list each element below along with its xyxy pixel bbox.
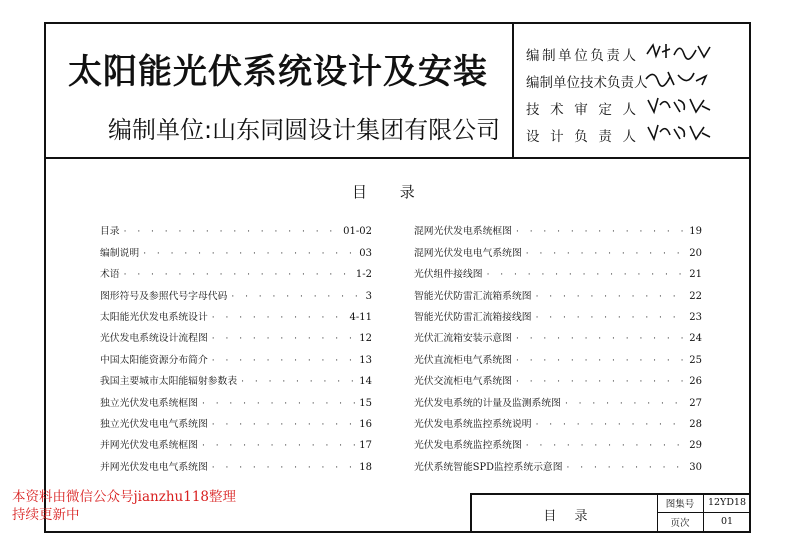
toc-leader-dots — [526, 441, 686, 451]
toc-entry-title: 混网光伏发电电气系统图 — [414, 247, 522, 259]
toc-entry-page: 19 — [689, 226, 702, 238]
toc-entry-title: 光伏汇流箱安装示意图 — [414, 333, 512, 345]
header-vertical-divider — [512, 22, 514, 158]
org-name: 山东同圆设计集团有限公司 — [212, 116, 501, 144]
toc-entry-title: 并网光伏发电电气系统图 — [100, 461, 208, 473]
document-title: 太阳能光伏系统设计及安装 — [68, 52, 488, 92]
toc-entry — [414, 259, 702, 280]
toc-leader-dots — [212, 356, 356, 366]
toc-leader-dots — [487, 270, 686, 280]
watermark-line: 本资料由微信公众号jianzhu118整理 — [12, 489, 237, 505]
toc-entry-page: 1-2 — [355, 269, 372, 281]
toc-entry — [414, 302, 702, 323]
toc-entry — [100, 216, 372, 237]
approval-label: 技术审定人 — [526, 102, 636, 118]
atlas-no: 12YD18 — [707, 497, 747, 508]
toc-leader-dots — [212, 313, 346, 323]
toc-leader-dots — [565, 399, 685, 409]
toc-entry-page: 03 — [359, 247, 372, 259]
toc-entry-title: 目录 — [100, 226, 120, 238]
toc-entry-page: 16 — [359, 418, 372, 430]
signature-image — [644, 67, 716, 89]
toc-leader-dots — [212, 334, 356, 344]
toc-entry-title: 术语 — [100, 269, 120, 281]
toc-entry — [414, 323, 702, 344]
toc-entry-title: 光伏发电系统监控系统图 — [414, 440, 522, 452]
toc-entry-title: 太阳能光伏发电系统设计 — [100, 311, 208, 323]
toc-entry-page: 28 — [689, 418, 702, 430]
toc-entry — [100, 237, 372, 258]
toc-entry-page: 3 — [365, 290, 372, 302]
toc-leader-dots — [516, 334, 685, 344]
toc-entry-page: 30 — [689, 461, 702, 473]
toc-entry-page: 20 — [689, 247, 702, 259]
approval-label: 编制单位负责人 — [526, 48, 636, 64]
toc-entry-page: 17 — [359, 440, 372, 452]
toc-entry-page: 22 — [689, 290, 702, 302]
toc-entry — [100, 280, 372, 301]
toc-entry — [414, 366, 702, 387]
toc-entry — [100, 323, 372, 344]
toc-leader-dots — [516, 377, 685, 387]
toc-leader-dots — [212, 463, 356, 473]
toc-entry-page: 21 — [689, 269, 702, 281]
toc-entry-page: 01-02 — [343, 226, 372, 238]
toc-entry-page: 26 — [689, 376, 702, 388]
toc-entry — [414, 451, 702, 472]
toc-leader-dots — [526, 249, 686, 259]
toc-entry — [414, 237, 702, 258]
toc-entry-title: 光伏组件接线图 — [414, 269, 483, 281]
toc-entry-page: 25 — [689, 354, 702, 366]
signature-image — [644, 94, 716, 116]
toc-entry-page: 29 — [689, 440, 702, 452]
toc-leader-dots — [124, 227, 340, 237]
toc-entry-title: 独立光伏发电系统框图 — [100, 397, 198, 409]
toc-entry-title: 独立光伏发电电气系统图 — [100, 418, 208, 430]
page-no: 01 — [720, 516, 734, 527]
toc-entry-page: 13 — [359, 354, 372, 366]
toc-leader-dots — [124, 270, 352, 280]
toc-left-column — [100, 216, 372, 473]
toc-entry-page: 24 — [689, 333, 702, 345]
toc-entry — [100, 451, 372, 472]
toc-leader-dots — [516, 356, 685, 366]
toc-entry — [100, 409, 372, 430]
toc-entry — [100, 366, 372, 387]
drawing-title: 目 录 — [543, 508, 588, 524]
signature-image — [644, 40, 716, 62]
toc-entry — [414, 409, 702, 430]
toc-entry-page: 4-11 — [349, 311, 372, 323]
toc-entry-title: 并网光伏发电系统框图 — [100, 440, 198, 452]
toc-entry-title: 我国主要城市太阳能辐射参数表 — [100, 376, 238, 388]
toc-entry — [100, 387, 372, 408]
toc-entry-page: 14 — [359, 376, 372, 388]
toc-leader-dots — [567, 463, 686, 473]
toc-entry-title: 光伏发电系统监控系统说明 — [414, 418, 532, 430]
toc-right-column — [414, 216, 702, 473]
watermark — [12, 488, 236, 524]
toc-entry-page: 15 — [359, 397, 372, 409]
toc-leader-dots — [202, 399, 355, 409]
signature-image — [644, 121, 716, 143]
org-label: 编制单位: — [108, 116, 213, 144]
toc-entry-title: 混网光伏发电系统框图 — [414, 226, 512, 238]
toc-entry — [414, 344, 702, 365]
toc-entry-title: 光伏发电系统的计量及监测系统图 — [414, 397, 561, 409]
toc-heading: 目 录 — [352, 183, 415, 201]
toc-leader-dots — [241, 377, 355, 387]
atlas-no-label: 图集号 — [665, 498, 695, 510]
header-divider — [44, 157, 751, 159]
toc-entry — [100, 302, 372, 323]
toc-leader-dots — [202, 441, 355, 451]
toc-entry-title: 光伏系统智能SPD监控系统示意图 — [414, 461, 563, 473]
toc-entry — [414, 430, 702, 451]
toc-entry-title: 智能光伏防雷汇流箱接线图 — [414, 311, 532, 323]
toc-leader-dots — [516, 227, 685, 237]
toc-entry — [100, 344, 372, 365]
toc-entry-page: 12 — [359, 333, 372, 345]
toc-leader-dots — [212, 420, 356, 430]
approval-label: 编制单位技术负责人 — [526, 75, 648, 91]
approval-label: 设计负责人 — [526, 129, 636, 145]
toc-entry — [100, 259, 372, 280]
toc-entry-title: 编制说明 — [100, 247, 140, 259]
toc-entry-title: 光伏交流柜电气系统图 — [414, 376, 512, 388]
page-label: 页次 — [670, 517, 690, 529]
toc-leader-dots — [536, 313, 686, 323]
toc-entry — [414, 216, 702, 237]
toc-entry-title: 光伏直流柜电气系统图 — [414, 354, 512, 366]
toc-leader-dots — [536, 292, 686, 302]
toc-entry-title: 智能光伏防雷汇流箱系统图 — [414, 290, 532, 302]
organization-line — [108, 110, 500, 145]
toc-leader-dots — [231, 292, 361, 302]
toc-entry — [414, 280, 702, 301]
toc-entry-title: 光伏发电系统设计流程图 — [100, 333, 208, 345]
toc-entry-page: 27 — [689, 397, 702, 409]
toc-entry-title: 中国太阳能资源分布简介 — [100, 354, 208, 366]
toc-entry — [100, 430, 372, 451]
toc-entry-page: 23 — [689, 311, 702, 323]
toc-leader-dots — [536, 420, 686, 430]
toc-entry-page: 18 — [359, 461, 372, 473]
toc-entry — [414, 387, 702, 408]
toc-entry-title: 图形符号及参照代号字母代码 — [100, 290, 228, 302]
watermark-line: 持续更新中 — [12, 507, 80, 523]
toc-leader-dots — [143, 249, 355, 259]
title-block-grid — [470, 493, 751, 533]
